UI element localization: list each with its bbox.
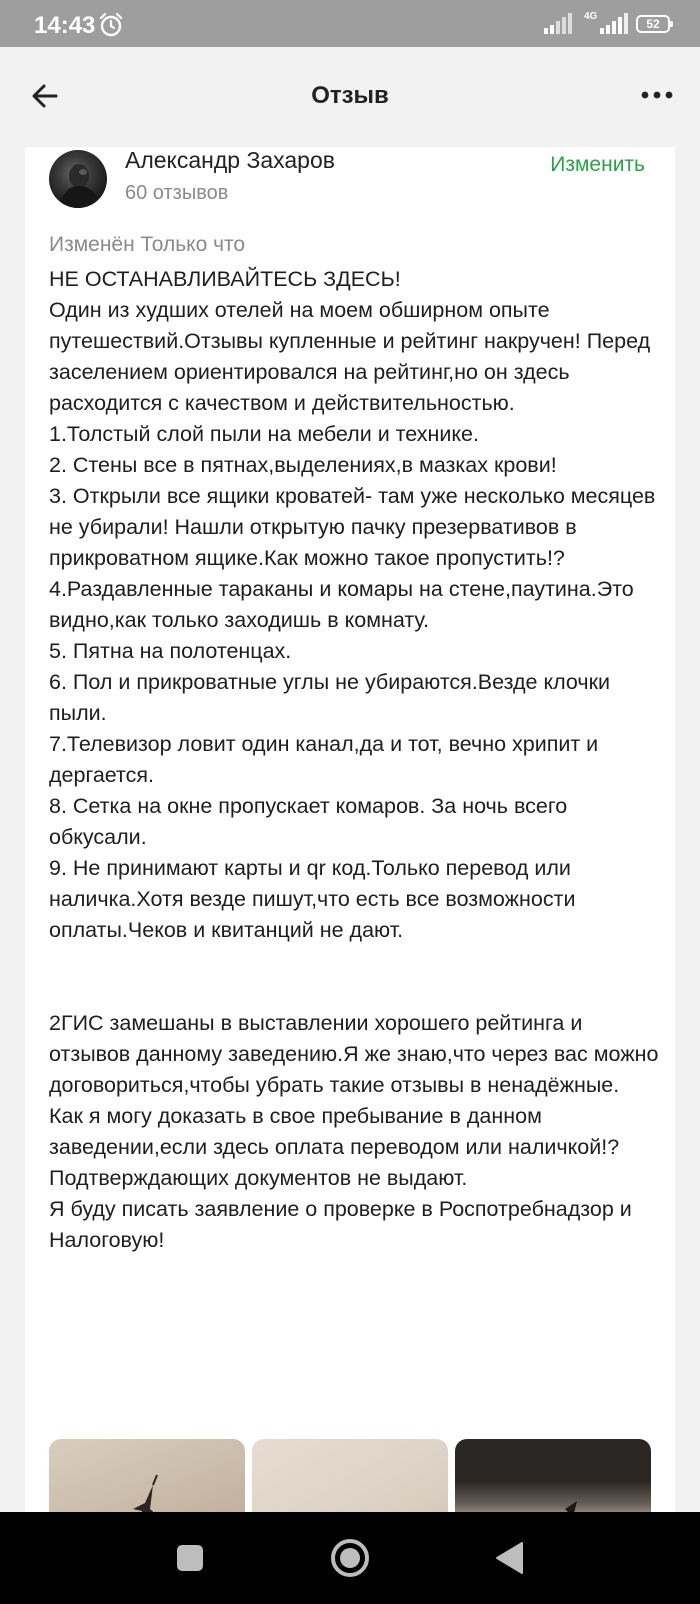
network-label: 4G [584,11,598,22]
battery-icon: 52 [636,15,670,33]
back-triangle-icon[interactable] [488,1536,532,1580]
signal-icon-2 [600,13,632,40]
status-bar [0,0,700,47]
top-bar [0,47,700,145]
home-icon[interactable] [328,1536,372,1580]
avatar[interactable] [49,150,107,208]
system-nav-bar [0,1512,700,1604]
review-text [49,264,659,1256]
alarm-icon [98,12,124,43]
recent-apps-icon[interactable] [168,1536,212,1580]
more-horizontal-icon[interactable] [640,85,674,105]
review-photo[interactable] [252,1439,448,1512]
edit-button[interactable]: Изменить [550,153,645,176]
signal-icon [544,13,576,40]
photo-gallery [49,1439,653,1512]
status-icons [544,11,674,37]
review-photo[interactable] [49,1439,245,1512]
page-title: Отзыв [311,82,389,109]
review-text-body: НЕ ОСТАНАВЛИВАЙТЕСЬ ЗДЕСЬ! Один из худших отелей на моем обширном опыте путешествий.Отзывы купленные и рейтинг накручен! Перед заселением ориентировался на рейтинг,но он здесь расходится с качеством и действительностью. 1.Толстый слой пыли на мебели и технике. 2. Стены все в пятнах,выделениях,в мазках крови! 3. Открыли все ящики кроватей- там уже несколько месяцев не убирали! Нашли открытую пачку презервативов в прикроватном ящике.Как можно такое пропустить!? 4.Раздавленные тараканы и комары на стене,паутина.Это видно,как только заходишь в комнату. 5. Пятна на полотенцах. 6. Пол и прикроватные углы не убираются.Везде клочки пыли. 7.Телевизор ловит один канал,да и тот, вечно хрипит и дергается. 8. Сетка на окне пропускает комаров. За ночь всего обкусали. 9. Не принимают карты и qr код.Только перевод или наличка.Хотя везде пишут,что есть все возможности оплаты.Чеков и квитанций не дают. 2ГИС замешаны в выставлении хорошего рейтинга и отзывов данному заведению.Я же знаю,что через вас можно договориться,чтобы убрать такие отзывы в ненадёжные. Как я могу доказать в свое пребывание в данном заведении,если здесь оплата переводом или наличкой!? Подтверждающих документов не выдают. Я буду писать заявление о проверке в Роспотребнадзор и Налоговую! [49,267,659,1252]
author-name[interactable]: Александр Захаров [125,147,335,173]
edited-timestamp: Изменён Только что [49,233,246,256]
review-photo[interactable] [455,1439,651,1512]
review-card [25,147,675,1512]
status-time: 14:43 [34,12,96,39]
reviews-count: 60 отзывов [125,182,229,204]
